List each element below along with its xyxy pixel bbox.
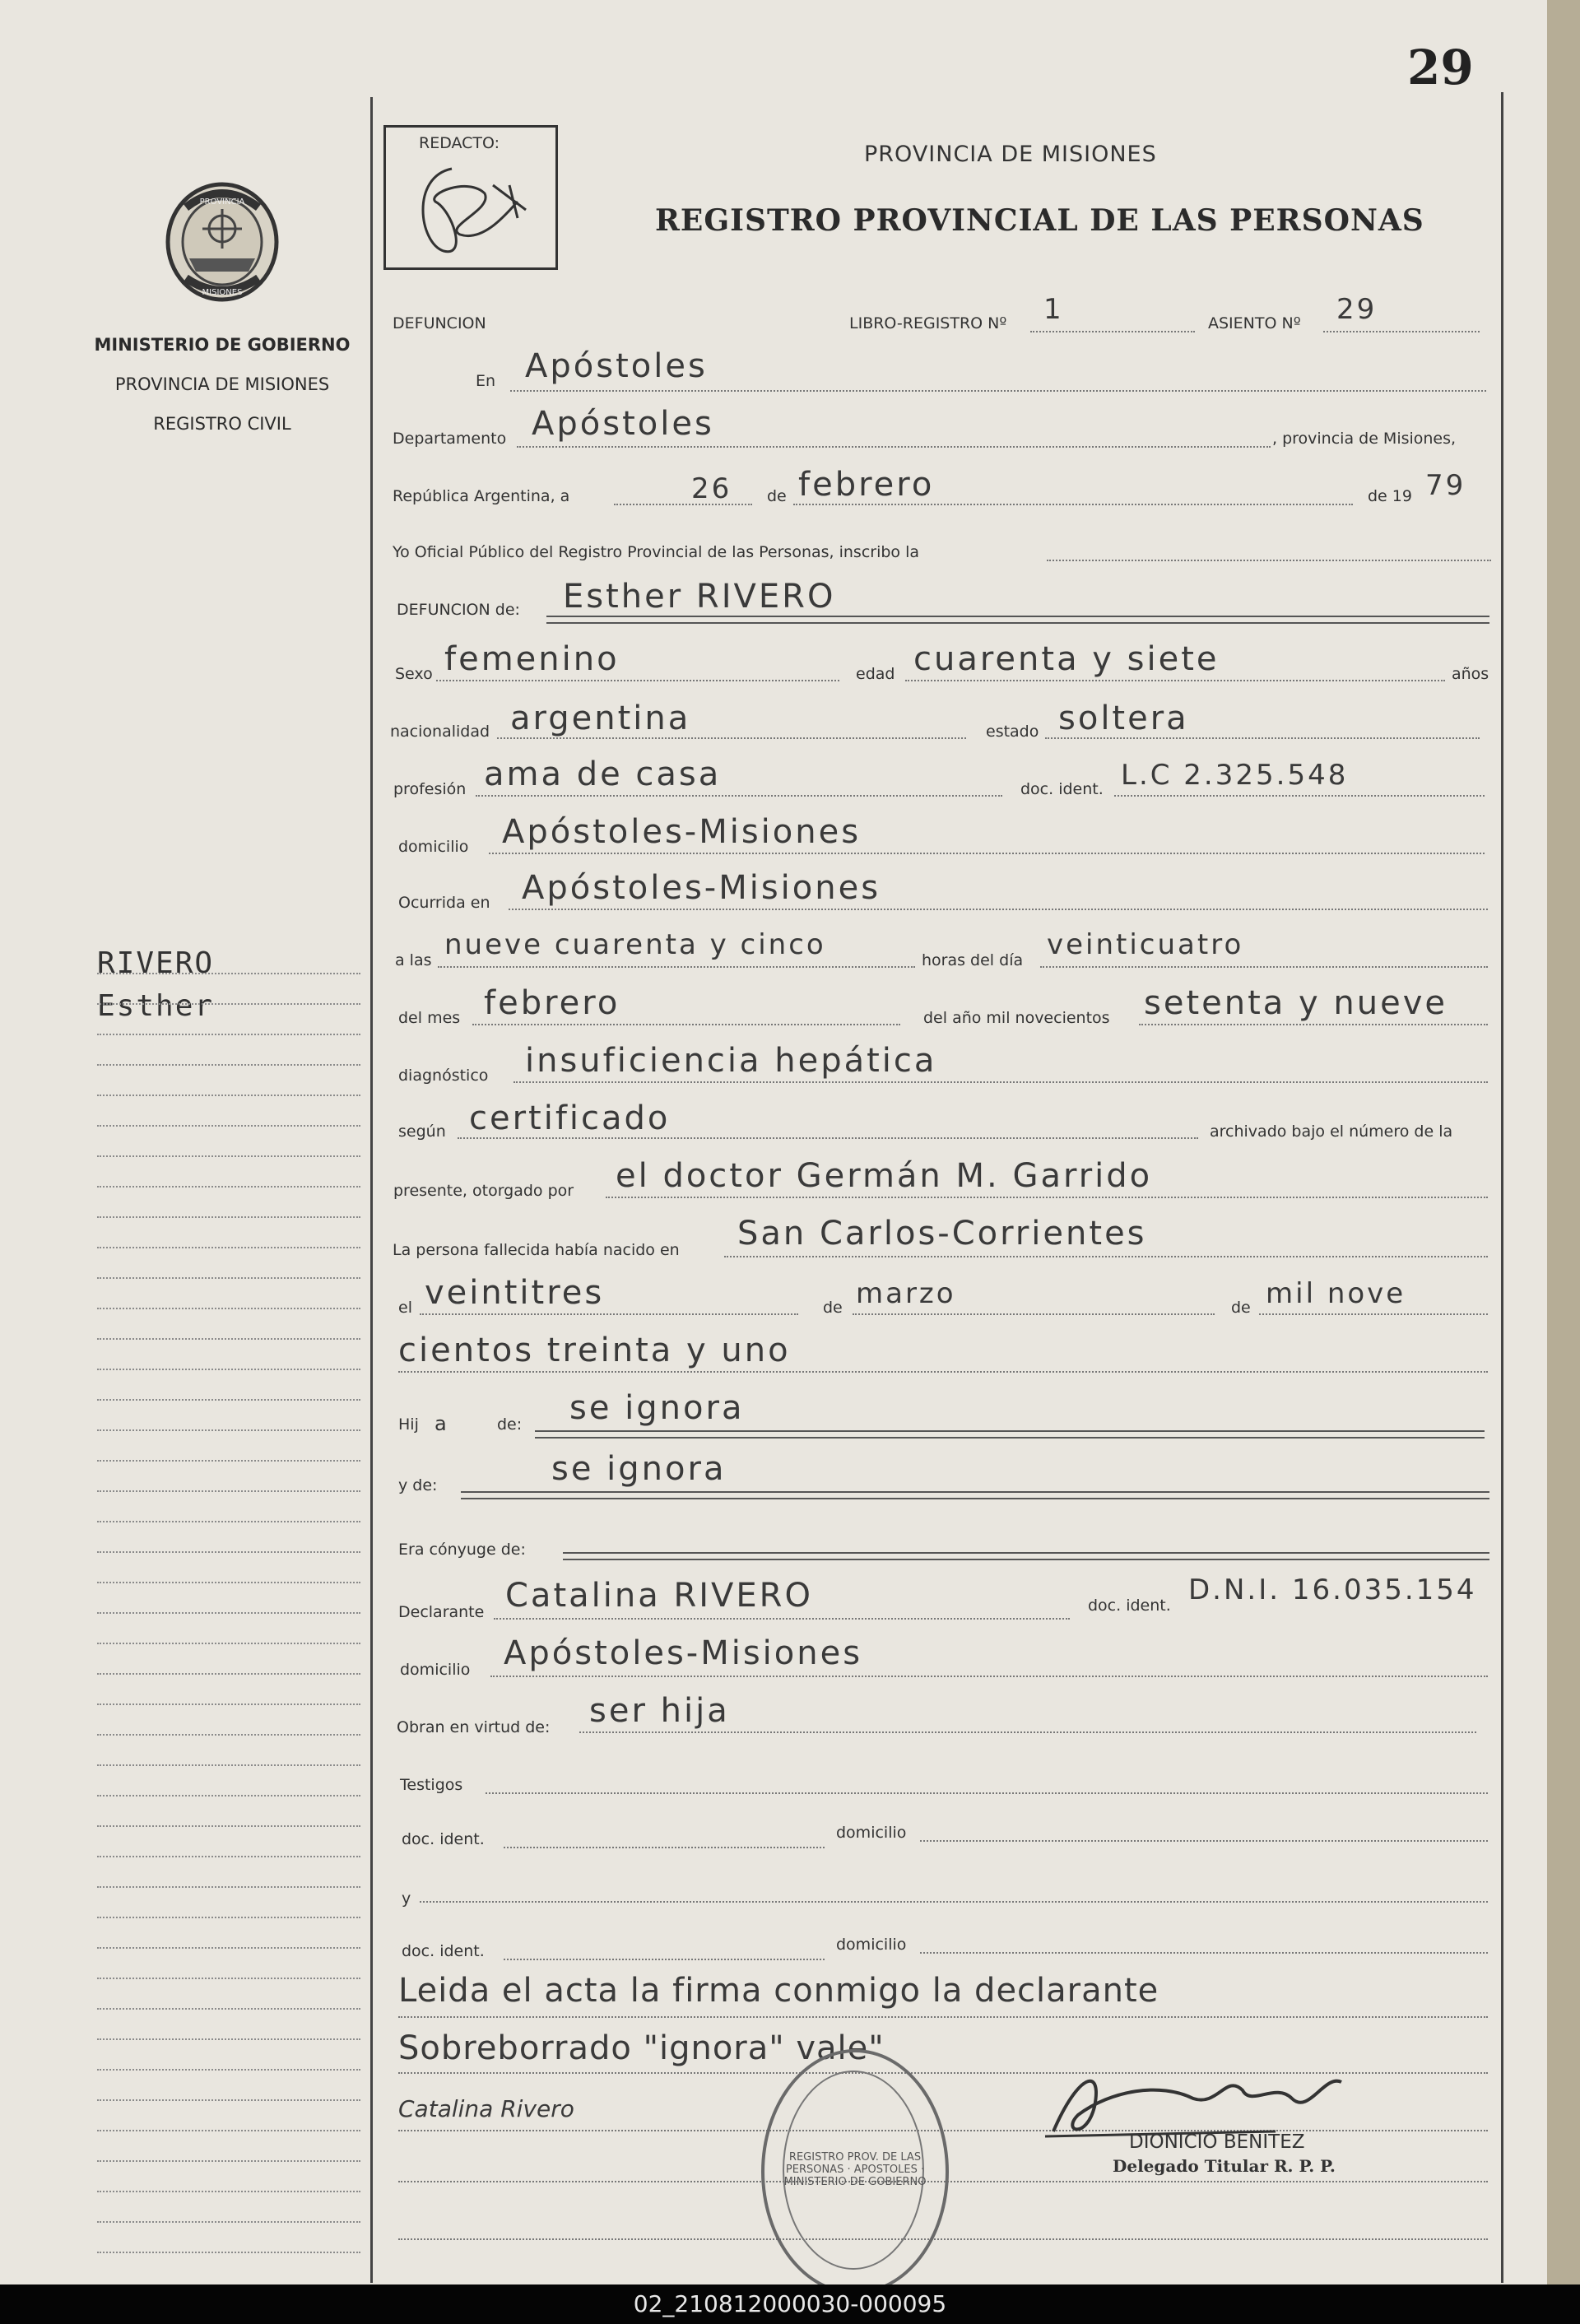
margin-ruled-line <box>97 1947 360 1949</box>
de-19-label: de 19 <box>1368 487 1412 505</box>
testigo-y-label: y <box>402 1889 411 1908</box>
segun-label: según <box>398 1122 446 1141</box>
nac-anio-value-1: mil nove <box>1266 1277 1406 1310</box>
margin-ruled-line <box>97 1856 360 1857</box>
declarante-label: Declarante <box>398 1603 485 1621</box>
redacto-initials-signature <box>394 152 547 259</box>
testigo1-doc-label: doc. ident. <box>402 1830 485 1848</box>
profesion-value: ama de casa <box>484 755 722 793</box>
margin-ruled-line <box>97 1155 360 1157</box>
anio-muerte-value: setenta y nueve <box>1144 984 1448 1022</box>
margin-ruled-line <box>97 1673 360 1675</box>
margin-ruled-line <box>97 1308 360 1309</box>
ocurrida-en-value: Apóstoles-Misiones <box>522 869 881 907</box>
margin-ruled-line <box>97 1917 360 1918</box>
en-label: En <box>476 372 496 390</box>
margin-ruled-line <box>97 1825 360 1827</box>
margin-ruled-line <box>97 1003 360 1005</box>
redacto-label: REDACTO: <box>419 134 500 152</box>
domicilio-value: Apóstoles-Misiones <box>502 813 862 851</box>
mes-muerte-value: febrero <box>484 984 620 1022</box>
crest-top-label: PROVINCIA <box>199 198 245 207</box>
margin-ruled-line <box>97 2221 360 2223</box>
page-edge <box>1547 0 1580 2284</box>
margin-ruled-line <box>97 1216 360 1218</box>
doc-ident-label: doc. ident. <box>1020 780 1104 798</box>
margin-ruled-line <box>97 2038 360 2040</box>
mes-value: febrero <box>798 466 935 504</box>
testigo1-domicilio-label: domicilio <box>836 1824 907 1842</box>
page-number: 29 <box>1407 40 1474 95</box>
anio-value: 79 <box>1425 469 1466 502</box>
testigo2-domicilio-label: domicilio <box>836 1936 907 1954</box>
testigos-label: Testigos <box>400 1776 463 1794</box>
margin-ruled-line <box>97 1490 360 1492</box>
conyuge-label: Era cónyuge de: <box>398 1541 526 1559</box>
dia-muerte-value: veinticuatro <box>1047 928 1244 961</box>
dia-value: 26 <box>691 472 732 505</box>
presente-label: presente, otorgado por <box>393 1182 574 1200</box>
ocurrida-en-label: Ocurrida en <box>398 894 490 912</box>
y-de-label: y de: <box>398 1476 438 1494</box>
el-label: el <box>398 1299 412 1317</box>
declarante-domicilio-value: Apóstoles-Misiones <box>504 1634 863 1672</box>
margin-ruled-line <box>97 1612 360 1614</box>
asiento-label: ASIENTO Nº <box>1208 314 1301 332</box>
defuncion-heading: DEFUNCION <box>393 314 486 332</box>
en-value: Apóstoles <box>525 347 708 385</box>
margin-given-name: Esther <box>97 989 215 1023</box>
padre-value: se ignora <box>551 1450 727 1488</box>
nacionalidad-label: nacionalidad <box>390 723 490 741</box>
closing-line-1: Leida el acta la firma conmigo la declarante <box>398 1972 1159 2010</box>
margin-ruled-line <box>97 2099 360 2101</box>
madre-value: se ignora <box>569 1389 745 1427</box>
departamento-value: Apóstoles <box>532 405 714 443</box>
margin-ruled-line <box>97 2130 360 2131</box>
obran-value: ser hija <box>589 1692 730 1730</box>
horas-del-dia-label: horas del día <box>922 951 1024 969</box>
otorgado-por-value: el doctor Germán M. Garrido <box>616 1157 1153 1195</box>
diagnostico-value: insuficiencia hepática <box>525 1042 937 1080</box>
a-las-label: a las <box>395 951 432 969</box>
archivado-label: archivado bajo el número de la <box>1210 1122 1453 1141</box>
margin-ruled-line <box>97 1551 360 1553</box>
header-provincia: PROVINCIA DE MISIONES <box>864 142 1157 167</box>
declarante-signature: Catalina Rivero <box>398 2095 574 2122</box>
margin-ruled-line <box>97 1186 360 1188</box>
registro-civil-label: REGISTRO CIVIL <box>153 414 291 434</box>
edad-label: edad <box>856 665 895 683</box>
margin-ruled-line <box>97 1034 360 1035</box>
right-border-line <box>1501 92 1503 2283</box>
ministerio-label: MINISTERIO DE GOBIERNO <box>94 335 351 355</box>
segun-value: certificado <box>469 1099 671 1137</box>
margin-ruled-line <box>97 1125 360 1127</box>
hij-suffix: a <box>434 1412 447 1435</box>
margin-ruled-line <box>97 1886 360 1888</box>
seal-text: REGISTRO PROV. DE LAS PERSONAS · APOSTOLES · MINISTERIO DE GOBIERNO <box>783 2151 927 2188</box>
crest-bottom-label: MISIONES <box>202 288 243 297</box>
margin-ruled-line <box>97 2008 360 2010</box>
signer-name: DIONICIO BENITEZ <box>1129 2131 1305 2153</box>
provincia-de-label: , provincia de Misiones, <box>1272 430 1457 448</box>
margin-surname: RIVERO <box>97 946 215 980</box>
domicilio-label: domicilio <box>398 838 469 856</box>
margin-ruled-line <box>97 2252 360 2253</box>
nacido-en-label: La persona fallecida había nacido en <box>393 1241 680 1259</box>
margin-ruled-line <box>97 1247 360 1248</box>
signer-title: Delegado Titular R. P. P. <box>1113 2156 1336 2176</box>
margin-ruled-line <box>97 1277 360 1279</box>
nac-dia-value: veintitres <box>425 1274 605 1312</box>
doc-ident-value: L.C 2.325.548 <box>1121 759 1349 792</box>
provincia-label: PROVINCIA DE MISIONES <box>114 374 330 394</box>
left-border-line <box>370 97 373 2283</box>
declarante-value: Catalina RIVERO <box>505 1577 813 1615</box>
nac-mes-value: marzo <box>856 1277 956 1310</box>
margin-ruled-line <box>97 1064 360 1066</box>
margin-ruled-line <box>97 1369 360 1370</box>
de-label-1: de <box>767 487 787 505</box>
diagnostico-label: diagnóstico <box>398 1067 489 1085</box>
departamento-label: Departamento <box>393 430 507 448</box>
margin-ruled-line <box>97 1582 360 1583</box>
issuing-office <box>82 325 362 444</box>
hij-label: Hij <box>398 1415 419 1434</box>
declarante-doc-value: D.N.I. 16.035.154 <box>1188 1573 1477 1606</box>
provincial-crest-icon <box>161 179 283 304</box>
defuncion-de-label: DEFUNCION de: <box>397 601 520 619</box>
edad-value: cuarenta y siete <box>913 640 1220 678</box>
sexo-value: femenino <box>444 640 620 678</box>
margin-ruled-line <box>97 1703 360 1705</box>
margin-ruled-line <box>97 2191 360 2192</box>
margin-ruled-line <box>97 1978 360 1979</box>
libro-label: LIBRO-REGISTRO Nº <box>849 314 1007 332</box>
header-registro: REGISTRO PROVINCIAL DE LAS PERSONAS <box>655 203 1424 238</box>
yo-oficial-label: Yo Oficial Público del Registro Provincial de las Personas, inscribo la <box>393 543 920 561</box>
margin-ruled-line <box>97 973 360 974</box>
asiento-value: 29 <box>1336 293 1378 326</box>
closing-line-2: Sobreborrado "ignora" vale" <box>398 2029 885 2067</box>
margin-ruled-line <box>97 1095 360 1096</box>
image-id-bar: 02_210812000030-000095 <box>0 2284 1580 2324</box>
margin-ruled-line <box>97 1795 360 1796</box>
margin-ruled-line <box>97 2160 360 2162</box>
declarante-domicilio-label: domicilio <box>400 1661 471 1679</box>
margin-ruled-line <box>97 1338 360 1340</box>
declarante-doc-label: doc. ident. <box>1088 1597 1171 1615</box>
redacto-box <box>383 125 558 270</box>
obran-label: Obran en virtud de: <box>397 1718 551 1736</box>
margin-ruled-line <box>97 1643 360 1644</box>
sexo-label: Sexo <box>395 665 433 683</box>
margin-ruled-line <box>97 1734 360 1736</box>
official-seal <box>761 2049 949 2294</box>
margin-ruled-line <box>97 2069 360 2071</box>
margin-ruled-line <box>97 1429 360 1431</box>
nac-anio-value-2: cientos treinta y uno <box>398 1332 791 1369</box>
nacido-en-value: San Carlos-Corrientes <box>737 1215 1147 1253</box>
margin-ruled-line <box>97 1521 360 1522</box>
nacionalidad-value: argentina <box>510 700 691 737</box>
margin-ruled-line <box>97 1460 360 1462</box>
hij-de-label: de: <box>497 1415 523 1434</box>
profesion-label: profesión <box>393 780 467 798</box>
de-label-3: de <box>1231 1299 1251 1317</box>
estado-label: estado <box>986 723 1039 741</box>
libro-value: 1 <box>1043 293 1064 326</box>
hora-value: nueve cuarenta y cinco <box>444 928 826 961</box>
margin-ruled-line <box>97 1764 360 1766</box>
del-ano-label: del año mil novecientos <box>923 1009 1110 1027</box>
anos-label: años <box>1452 665 1489 683</box>
defuncion-de-value: Esther RIVERO <box>563 578 836 616</box>
margin-ruled-line <box>97 1399 360 1401</box>
estado-value: soltera <box>1058 700 1189 737</box>
testigo2-doc-label: doc. ident. <box>402 1942 485 1960</box>
republica-label: República Argentina, a <box>393 487 570 505</box>
de-label-2: de <box>823 1299 843 1317</box>
del-mes-label: del mes <box>398 1009 461 1027</box>
